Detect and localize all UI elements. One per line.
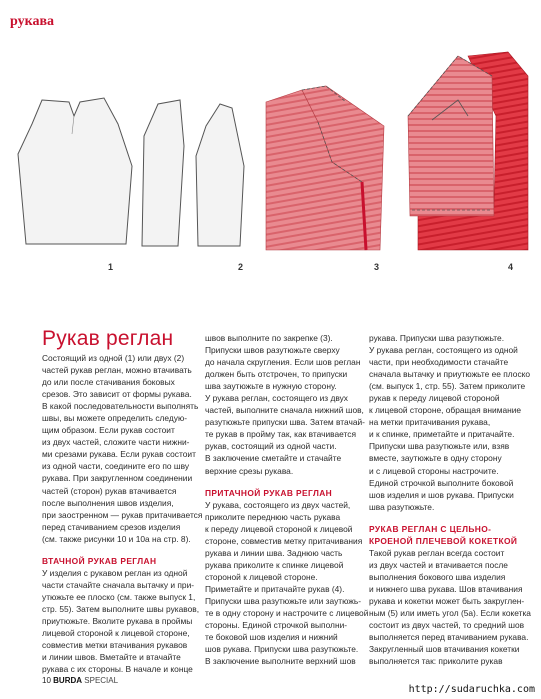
article-title: Рукав реглан [42, 327, 174, 350]
figure-4-attached-raglan [398, 46, 533, 252]
text-line: стр. 55). Затем выполните швы рукавов, [42, 603, 200, 614]
text-line: те боковой шов изделия и нижний [205, 632, 338, 643]
text-line: сначала вытачку и приутюжьте ее плоско [369, 369, 531, 380]
text-line: разутюжьте припуски шва. Затем втачай- [205, 417, 365, 428]
text-column-1 [42, 352, 202, 675]
text-line: части, при необходимости стачайте [369, 357, 509, 368]
text-line: после выполнения швов изделия, [42, 497, 174, 508]
subheading-attached-raglan: ПРИТАЧНОЙ РУКАВ РЕГЛАН [205, 487, 333, 498]
text-line: те в одну сторону и настрочите с лицевой [205, 608, 369, 619]
text-line: У рукава реглан, состоящего из двух [205, 393, 348, 404]
figure-3-number: 3 [374, 262, 380, 272]
text-line: У изделия с рукавом реглан из одной [42, 567, 188, 578]
text-line: Единой строчкой выполните боковой [369, 477, 514, 488]
text-line: из одной части, соедините его по шву [42, 461, 190, 472]
text-line: при заостренном — рукав притачивается [42, 509, 203, 520]
page-footer [42, 676, 118, 685]
text-line: до начала скругления. Если шов реглан [205, 357, 361, 368]
text-line: Состоящий из одной (1) или двух (2) [42, 353, 185, 363]
text-line: Приметайте и притачайте рукав (4). [205, 583, 345, 594]
text-line: до или после стачивания боковых [42, 377, 175, 388]
text-line: и с лицевой стороны настрочите. [369, 465, 499, 476]
text-column-3 [369, 332, 531, 667]
text-line: рукава с их стороны. В начале и конце [42, 664, 193, 675]
text-line: утюжьте ее плоско (см. также выпуск 1, [42, 591, 196, 602]
text-line: рукава и линии шва. Заднюю часть [205, 547, 343, 558]
text-line: выполняется так: приколите рукав [369, 656, 503, 667]
text-line: В какой последовательности выполнять [42, 401, 199, 412]
text-line: вместе, заутюжьте в одну сторону [369, 453, 502, 464]
text-line: рукав, состоящий из одной части. [205, 441, 337, 452]
text-line: выполняется перед втачиванием рукава. [369, 632, 529, 643]
text-line: должен быть отстрочен, то припуски [205, 369, 348, 380]
figure-3-sewn-raglan [262, 82, 392, 252]
text-line: перед стачиванием срезов изделия [42, 521, 181, 532]
text-line: части стачайте сначала вытачку и при- [42, 579, 195, 590]
text-line: на метки притачивания рукава, [369, 417, 491, 428]
text-line: В заключение выполните верхний шов [205, 656, 356, 667]
watermark-url: http://sudaruchka.com [408, 684, 535, 695]
text-line: из двух частей, сложите части нижни- [42, 437, 190, 448]
text-line: У рукава реглан, состоящего из одной [369, 345, 518, 356]
subheading-raglan-with-yoke-cont: КРОЕНОЙ ПЛЕЧЕВОЙ КОКЕТКОЙ [369, 535, 518, 546]
text-line: Закругленный шов втачивания кокетки [369, 644, 520, 655]
text-line: рукава. При закругленном соединении [42, 473, 193, 484]
text-line: ным (5) или иметь угол (5а). Если кокетка [369, 608, 531, 619]
page-number: 10 [42, 676, 51, 685]
text-line: частей рукав реглан, можно втачивать [42, 365, 192, 376]
subheading-set-in-raglan: ВТАЧНОЙ РУКАВ РЕГЛАН [42, 555, 157, 566]
text-line: срезов. Это зависит от формы рукава. [42, 389, 192, 400]
text-line: стороной к лицевой стороне. [205, 571, 318, 582]
text-line: ми срезами рукава. Если рукав состоит [42, 449, 196, 460]
text-line: рукав к переду лицевой стороной [369, 393, 500, 404]
text-line: рукава. Припуски шва разутюжьте. [369, 333, 505, 343]
text-line: щим образом. Если рукав состоит [42, 425, 175, 436]
text-line: те рукав в пройму так, как втачивается [205, 429, 357, 440]
text-line: Припуски швов разутюжьте сверху [205, 345, 340, 356]
text-column-2 [205, 332, 368, 667]
text-line: Припуски шва разутюжьте или заутюжь- [205, 595, 362, 606]
text-line: приутюжьте. Вколите рукава в проймы [42, 615, 193, 626]
brand-name: BURDA [53, 676, 83, 685]
figure-4-number: 4 [508, 262, 514, 272]
text-line: рукава приколите к спинке лицевой [205, 559, 344, 570]
text-line: стороны. Единой строчкой выполни- [205, 620, 348, 631]
text-line: швов выполните по закрепке (3). [205, 333, 333, 343]
text-line: лицевой стороной к лицевой стороне, [42, 628, 190, 639]
figure-1-number: 1 [108, 262, 114, 272]
text-line: к переду лицевой стороной к лицевой [205, 523, 353, 534]
figure-2-two-piece-sleeve [140, 96, 250, 256]
text-line: состоит из двух частей, то средний шов [369, 620, 525, 631]
text-line: шов изделия и шов рукава. Припуски [369, 489, 514, 500]
text-line: шов рукава. Припуски шва разутюжьте. [205, 644, 359, 655]
text-line: и нижнего шва рукава. Шов втачивания [369, 583, 523, 594]
text-line: (см. также рисунки 10 и 10а на стр. 8). [42, 533, 191, 544]
edition-name: SPECIAL [84, 676, 119, 685]
text-line: частей, выполните сначала нижний шов, [205, 405, 364, 416]
text-line: частей (сторон) рукав втачивается [42, 485, 177, 496]
text-line: и линии швов. Вметайте и втачайте [42, 652, 181, 663]
text-line: шва заутюжьте в нужную сторону. [205, 381, 337, 392]
text-line: У рукава, состоящего из двух частей, [205, 499, 351, 510]
text-line: стороне, совместив метку притачивания [205, 535, 363, 546]
text-line: из двух частей и втачивается после [369, 559, 508, 570]
text-line: совместив метки втачивания рукавов [42, 640, 188, 651]
section-label: рукава [10, 14, 55, 29]
text-line: Такой рукав реглан всегда состоит [369, 547, 505, 558]
text-line: швы, вы можете определить следую- [42, 413, 188, 424]
text-line: приколите переднюю часть рукава [205, 511, 341, 522]
text-line: Припуски шва разутюжьте или, взяв [369, 441, 510, 452]
header-band [0, 0, 541, 40]
subheading-raglan-with-yoke: РУКАВ РЕГЛАН С ЦЕЛЬНО- [369, 523, 492, 534]
text-line: В заключение сметайте и стачайте [205, 453, 342, 464]
figure-1-one-piece-sleeve [14, 94, 134, 254]
text-line: шва разутюжьте. [369, 501, 435, 512]
text-line: (см. выпуск 1, стр. 55). Затем приколите [369, 381, 526, 392]
text-line: верхние срезы рукава. [205, 465, 294, 476]
text-line: рукава и кокетки может быть закруглен- [369, 595, 525, 606]
text-line: и к спинке, приметайте и притачайте. [369, 429, 515, 440]
text-line: к лицевой стороне, обращая внимание [369, 405, 522, 416]
text-line: выполнения бокового шва изделия [369, 571, 506, 582]
figure-2-number: 2 [238, 262, 244, 272]
